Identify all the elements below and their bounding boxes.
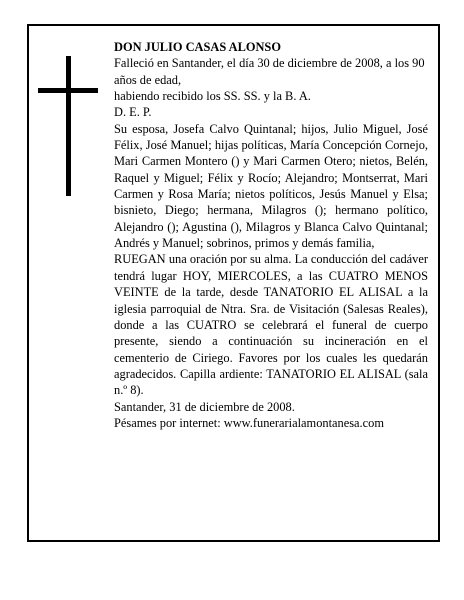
deceased-name: DON JULIO CASAS ALONSO	[114, 40, 281, 54]
condolences-line: Pésames por internet: www.funerarialamontanesa.com	[114, 415, 384, 430]
family-paragraph: Su esposa, Josefa Calvo Quintanal; hijos, Julio Miguel, José Félix, José Manuel; hijas políticas, María Concepción Cornejo, Mari Carmen Montero () y Mari Carmen Otero; nietos, Belén, Raquel y Miguel; Félix y Rocío; Alejandro; Montserrat, Mari Carmen y Rosa María; nietos políticos, Jesús Manuel y Elsa; bisnieto, Diego; hermana, Milagros (); hermano político, Alejandro (); Agustina (), Milagros y Blanca Calvo Quintanal; Andrés y Manuel; sobrinos, primos y demás familia,	[114, 121, 428, 251]
cross-horizontal-bar	[38, 88, 98, 93]
cross-vertical-bar	[66, 56, 71, 196]
rip-line: D. E. P.	[114, 105, 152, 120]
sacraments-line: habiendo recibido los SS. SS. y la B. A.	[114, 89, 311, 104]
place-date: Santander, 31 de diciembre de 2008.	[114, 399, 295, 414]
obituary-text	[114, 39, 428, 431]
request-paragraph: RUEGAN una oración por su alma. La conducción del cadáver tendrá lugar HOY, MIERCOLES, a las CUATRO MENOS VEINTE de la tarde, desde TANATORIO EL ALISAL a la iglesia parroquial de Ntra. Sra. de Visitación (Salesas Reales), donde a las CUATRO se celebrará el funeral de cuerpo presente, siendo a continuación su incineración en el cementerio de Ciriego. Favores por los cuales les quedarán agradecidos. Capilla ardiente: TANATORIO EL ALISAL (sala n.º 8).	[114, 252, 428, 398]
death-line: Falleció en Santander, el día 30 de diciembre de 2008, a los 90 años de edad,	[114, 56, 425, 87]
cross-icon	[38, 56, 98, 196]
